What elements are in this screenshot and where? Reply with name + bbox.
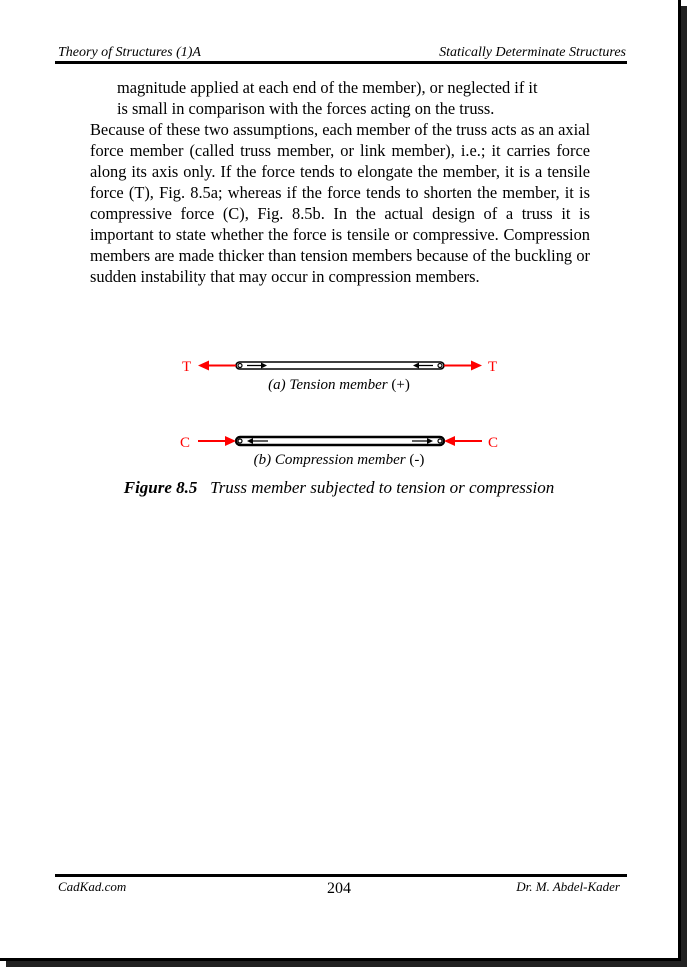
compression-label-right: C	[488, 435, 499, 451]
tension-arrowhead-left	[198, 361, 209, 371]
paragraph: Because of these two assumptions, each member of the truss acts as an axial force member (called truss member, or link member), i.e.; it carries force along its axis only. If the force tends to elongate the member, it is a tensile force (T), Fig. 8.5a; whereas if the force tends to shorten the member, it is compressive force (C), Fig. 8.5b. In the actual design of a truss it is important to state whether the force is tensile or compressive. Compression members are made thicker than tension members because of the buckling or sudden instability that may occur in compression members.	[90, 120, 590, 286]
compression-caption-text: Compression member	[274, 452, 406, 468]
compression-caption-sign: (-)	[409, 452, 425, 468]
footer-left: CadKad.com	[58, 879, 127, 894]
compression-label-left: C	[180, 435, 191, 451]
compression-arrowhead-right	[444, 436, 455, 446]
compression-caption	[0, 452, 678, 469]
tension-caption	[0, 377, 678, 394]
tension-caption-letter: (a)	[268, 377, 286, 393]
tension-caption-text: Tension member	[289, 377, 388, 393]
header-left: Theory of Structures (1)A	[58, 45, 201, 60]
tension-label-left: T	[182, 359, 192, 375]
tension-arrowhead-right	[471, 361, 482, 371]
compression-member	[236, 437, 444, 445]
figure-title-text: Truss member subjected to tension or compression	[210, 478, 555, 497]
compression-caption-letter: (b)	[253, 452, 272, 468]
header-right: Statically Determinate Structures	[439, 45, 626, 60]
footer-right: Dr. M. Abdel-Kader	[516, 879, 620, 894]
tension-member	[236, 362, 444, 369]
tension-caption-sign: (+)	[391, 377, 410, 393]
page-number: 204	[327, 880, 351, 897]
tension-label-right: T	[488, 359, 498, 375]
footer-rule	[55, 874, 627, 877]
compression-arrowhead-left	[225, 436, 236, 446]
paragraph-line: magnitude applied at each end of the member), or neglected if it	[117, 78, 538, 97]
figure-number: Figure 8.5	[123, 478, 198, 497]
paragraph-line: is small in comparison with the forces acting on the truss.	[117, 99, 495, 118]
figure-title	[0, 478, 678, 498]
